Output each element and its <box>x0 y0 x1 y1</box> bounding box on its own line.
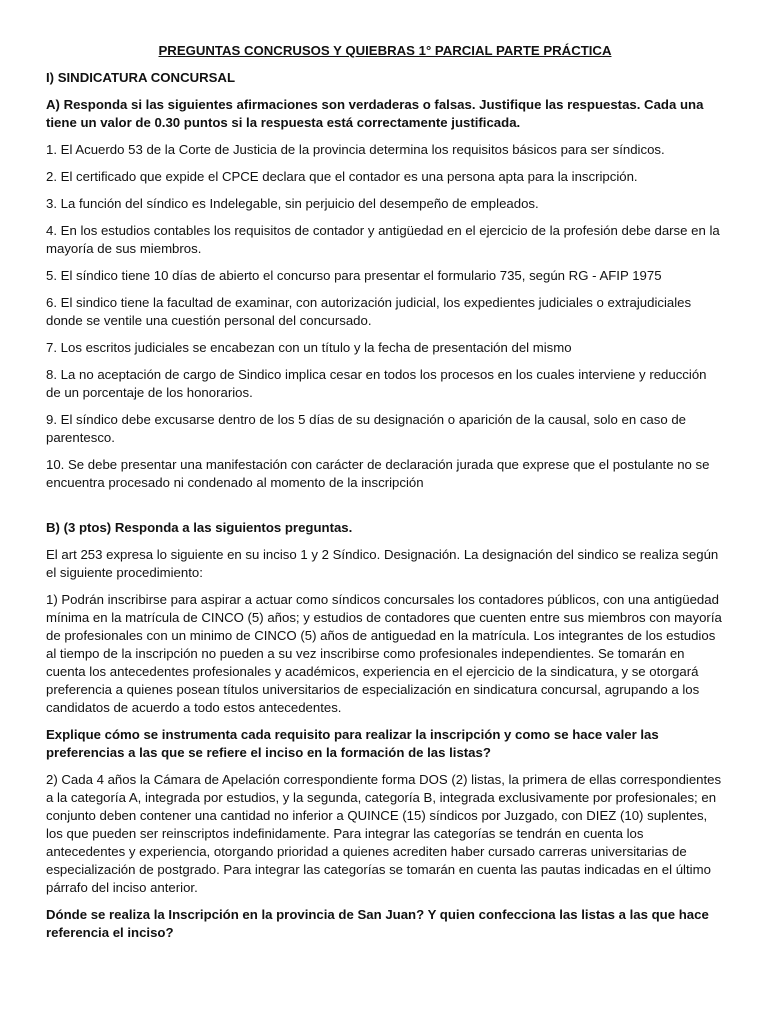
part-b-intro: El art 253 expresa lo siguiente en su inciso 1 y 2 Síndico. Designación. La designación del sindico se realiza según el siguiente procedimiento: <box>46 547 719 580</box>
inciso-2-text: 2) Cada 4 años la Cámara de Apelación correspondiente forma DOS (2) listas, la primera de ellas correspondientes a la categoría A, integrada por estudios, y la segunda, categoría B, integrada exclusivamente por profesionales; en conjunto deben contener una cantidad no inferior a QUINCE (15) síndicos por Juzgado, con DIEZ (10) suplentes, los que pueden ser reinscriptos indefinidamente. Para integrar las categorías se tendrán en cuenta los antecedentes y experiencia, otorgando prioridad a quienes acrediten haber cursado carreras universitarias de especialización de postgrado. Para integrar las categorías se tomarán en cuenta las pautas indicadas en el último párrafo del inciso anterior. <box>46 772 722 895</box>
document-title: PREGUNTAS CONCRUSOS Y QUIEBRAS 1° PARCIAL PARTE PRÁCTICA <box>158 43 612 58</box>
spacer <box>46 501 724 519</box>
statement-item: 5. El síndico tiene 10 días de abierto el concurso para presentar el formulario 735, según RG - AFIP 1975 <box>46 268 662 283</box>
inciso-1-text: 1) Podrán inscribirse para aspirar a actuar como síndicos concursales los contadores públicos, con una antigüedad mínima en la matrícula de CINCO (5) años; y estudios de contadores que cuenten entre sus miembros con mayoría de profesionales con un minimo de CINCO (5) años de antiguedad en la matrícula. Los integrantes de los estudios al tiempo de la inscripción no pueden a su vez inscribirse como profesionales independientes. Se tomarán en cuenta los antecedentes profesionales y académicos, experiencia en el ejercicio de la sindicatura, y se otorgará preferencia a quienes posean títulos universitarios de especialización en sindicatura concursal, agrupando a los candidatos de acuerdo a todo estos antecedentes. <box>46 592 722 715</box>
section-heading: I) SINDICATURA CONCURSAL <box>46 70 236 85</box>
statement-item: 9. El síndico debe excusarse dentro de los 5 días de su designación o aparición de la causal, solo en caso de parentesco. <box>46 412 687 445</box>
statement-item: 6. El sindico tiene la facultad de examinar, con autorización judicial, los expedientes judiciales o extrajudiciales donde se ventile una cuestión personal del concursado. <box>46 295 692 328</box>
part-a-instruction: A) Responda si las siguientes afirmaciones son verdaderas o falsas. Justifique las respuestas. Cada una tiene un valor de 0.30 puntos si la respuesta está correctamente justificada. <box>46 97 704 130</box>
question-1: Explique cómo se instrumenta cada requisito para realizar la inscripción y como se hace valer las preferencias a las que se refiere el inciso en la formación de las listas? <box>46 727 659 760</box>
statement-item: 4. En los estudios contables los requisitos de contador y antigüedad en el ejercicio de la profesión debe darse en la mayoría de sus miembros. <box>46 223 720 256</box>
statement-item: 8. La no aceptación de cargo de Sindico implica cesar en todos los procesos en los cuales interviene y reducción de un porcentaje de los honorarios. <box>46 367 707 400</box>
part-b-heading: B) (3 ptos) Responda a las siguientos preguntas. <box>46 520 353 535</box>
statement-item: 7. Los escritos judiciales se encabezan con un título y la fecha de presentación del mismo <box>46 340 572 355</box>
statement-item: 1. El Acuerdo 53 de la Corte de Justicia de la provincia determina los requisitos básicos para ser síndicos. <box>46 142 665 157</box>
statement-item: 10. Se debe presentar una manifestación con carácter de declaración jurada que exprese que el postulante no se encuentra procesado ni condenado al momento de la inscripción <box>46 457 710 490</box>
statement-item: 2. El certificado que expide el CPCE declara que el contador es una persona apta para la inscripción. <box>46 169 638 184</box>
statement-item: 3. La función del síndico es Indelegable, sin perjuicio del desempeño de empleados. <box>46 196 539 211</box>
question-2: Dónde se realiza la Inscripción en la provincia de San Juan? Y quien confecciona las listas a las que hace referencia el inciso? <box>46 907 709 940</box>
